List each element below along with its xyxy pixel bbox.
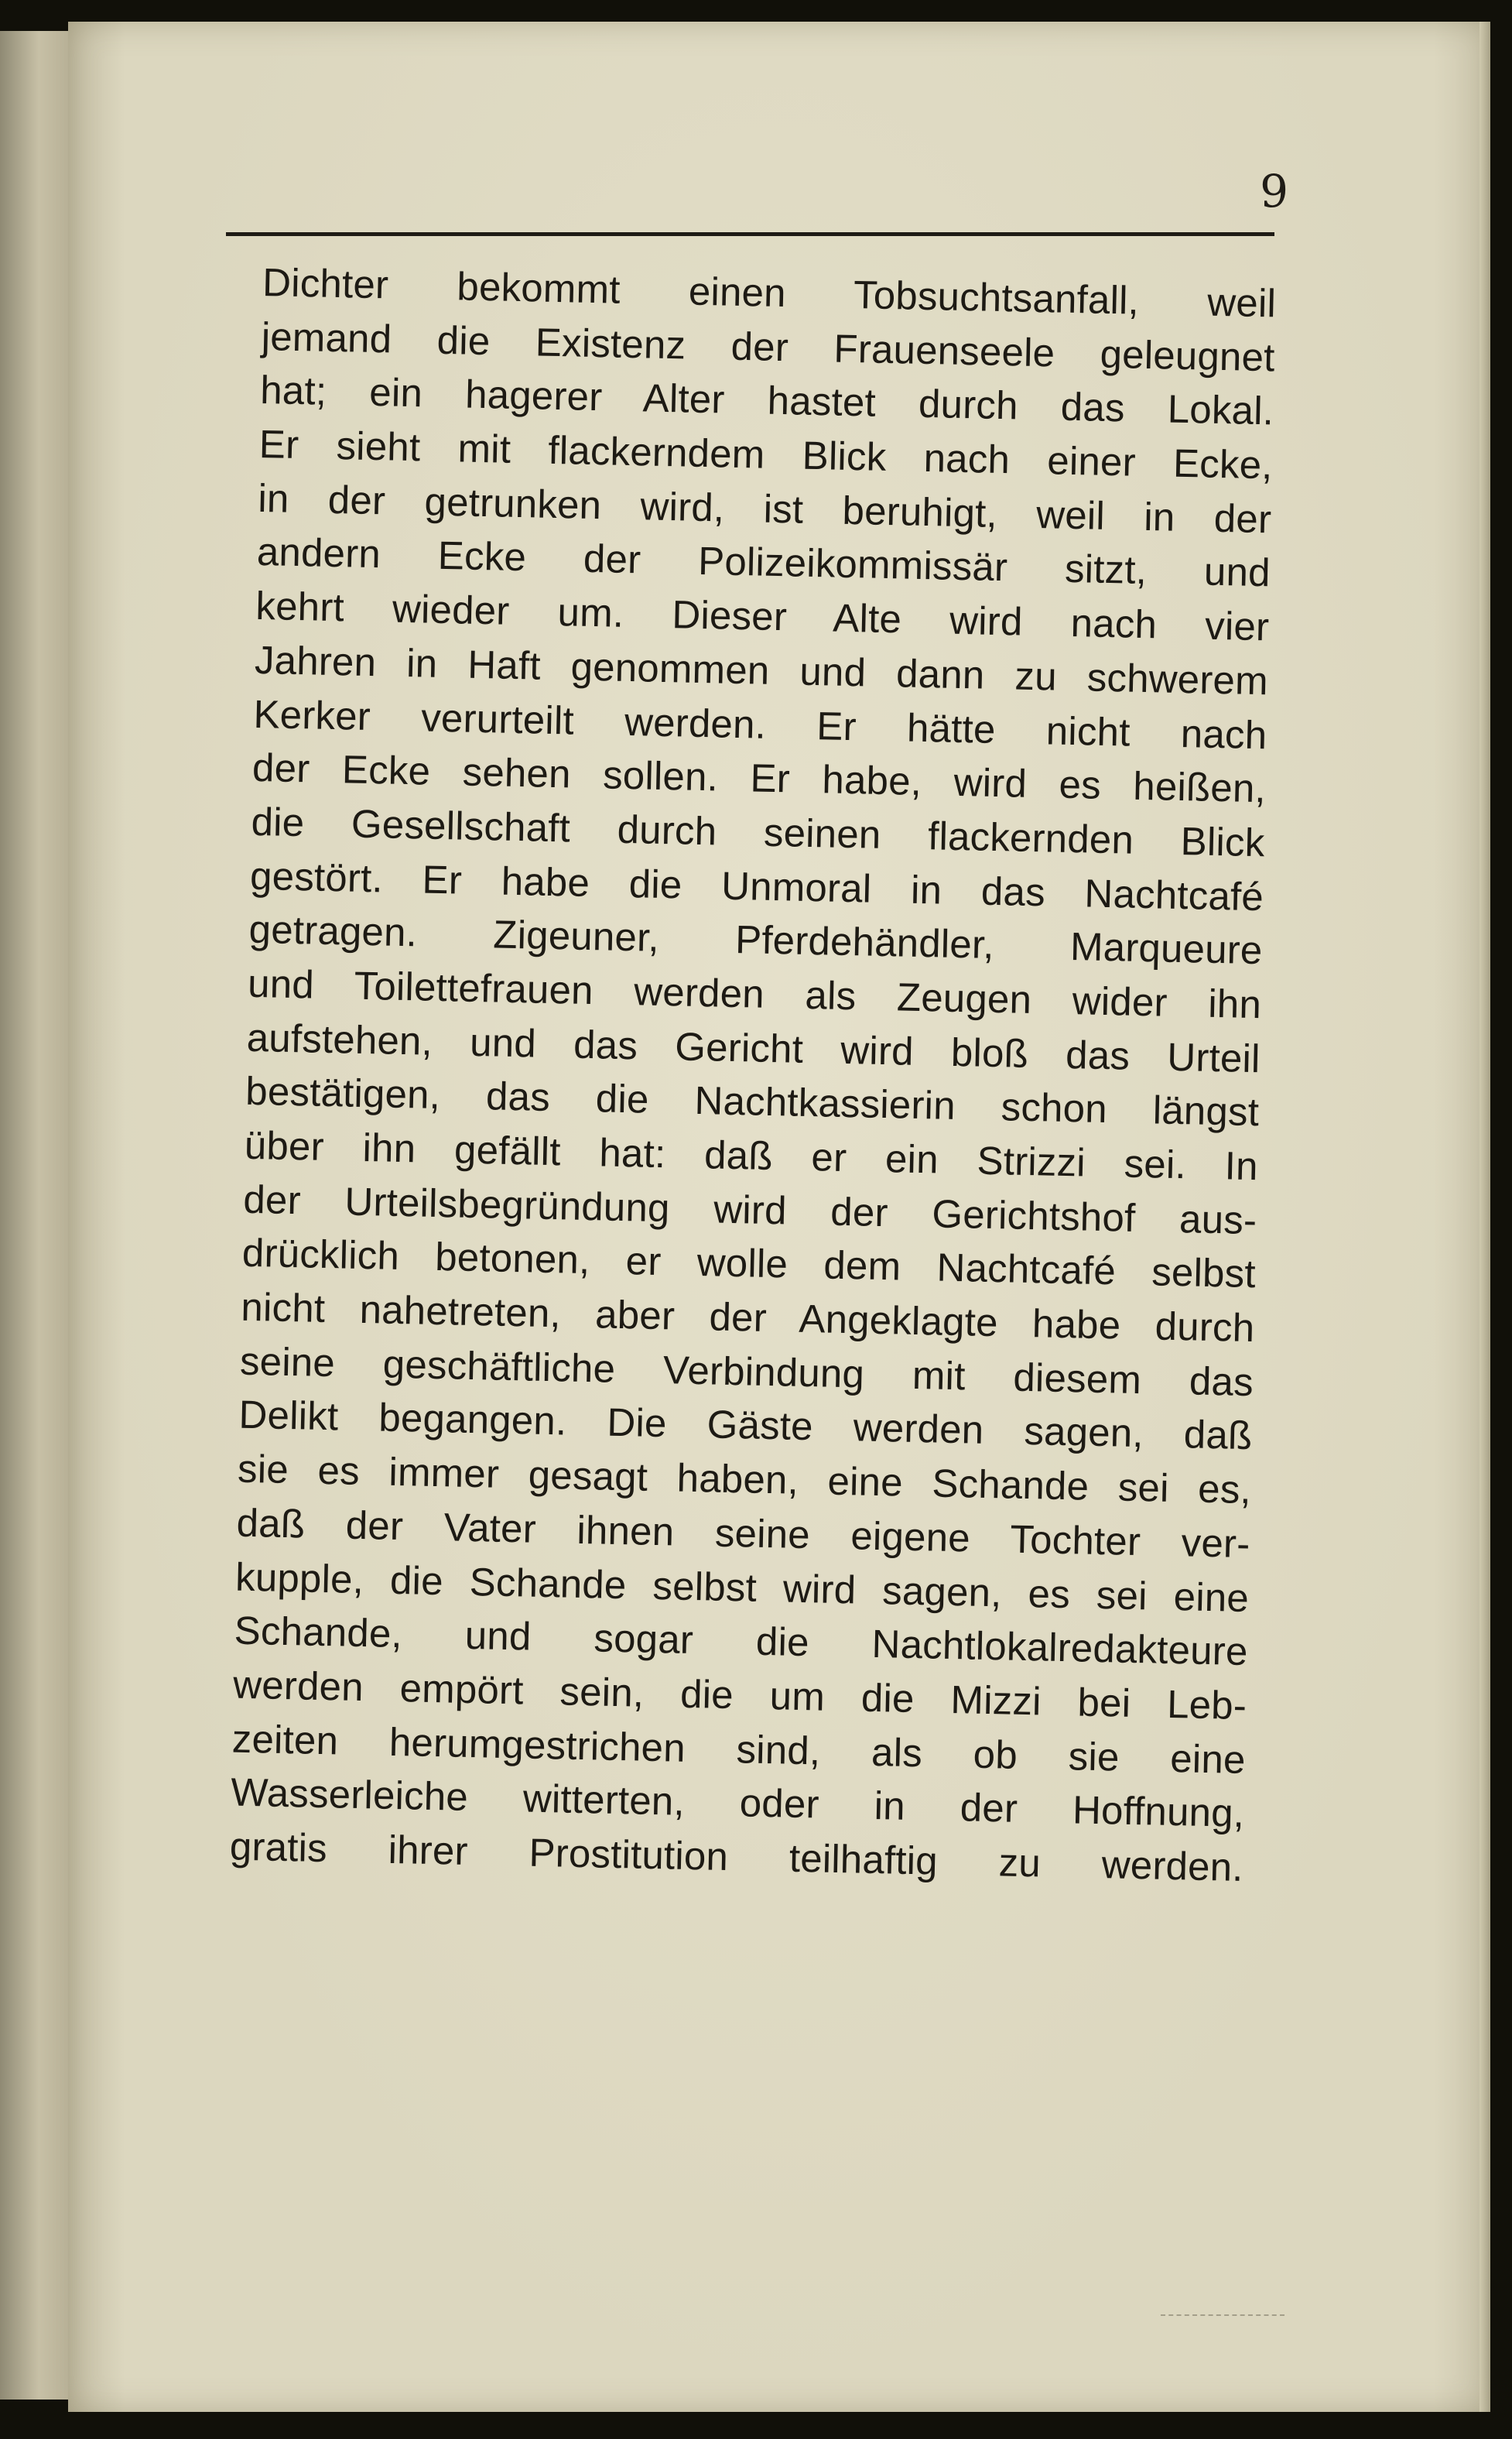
text-line: über ihn gefällt hat: daß er ein Strizzi sei. In xyxy=(244,1122,1259,1189)
text-line: in der getrunken wird, ist beruhigt, weil in der xyxy=(257,475,1272,542)
text-line: Schande, und sogar die Nachtlokalredakteure xyxy=(234,1608,1249,1674)
page-number: 9 xyxy=(1260,165,1288,218)
text-line: Delikt begangen. Die Gäste werden sagen, daß xyxy=(238,1392,1253,1458)
page-edge xyxy=(1480,22,1490,2412)
text-line: gratis ihrer Prostitution teilhaftig zu werden. xyxy=(229,1824,1244,1889)
text-line: sie es immer gesagt haben, eine Schande sei es, xyxy=(237,1446,1252,1512)
text-line: die Gesellschaft durch seinen flackernden Blick xyxy=(251,799,1265,865)
text-line: kupple, die Schande selbst wird sagen, es sei eine xyxy=(234,1554,1250,1620)
text-line: der Ecke sehen sollen. Er habe, wird es heißen, xyxy=(251,745,1267,811)
text-line: gestört. Er habe die Unmoral in das Nachtcafé xyxy=(249,853,1264,919)
body-text xyxy=(229,255,1276,1895)
text-line: werden empört sein, die um die Mizzi bei Leb- xyxy=(232,1662,1247,1728)
text-line: hat; ein hagerer Alter hastet durch das Lokal. xyxy=(259,368,1274,433)
text-line: jemand die Existenz der Frauenseele geleugnet xyxy=(261,313,1276,380)
previous-page-edge xyxy=(0,31,77,2400)
text-line: Wasserleiche witterten, oder in der Hoffnung, xyxy=(230,1769,1245,1836)
text-line: zeiten herumgestrichen sind, als ob sie eine xyxy=(231,1716,1247,1782)
text-line: getragen. Zigeuner, Pferdehändler, Marqueure xyxy=(248,907,1264,973)
text-line: aufstehen, und das Gericht wird bloß das Urteil xyxy=(246,1015,1261,1081)
paper-mark xyxy=(1161,2314,1285,2317)
text-line: nicht nahetreten, aber der Angeklagte habe durch xyxy=(240,1284,1255,1351)
text-line: daß der Vater ihnen seine eigene Tochter ver- xyxy=(236,1500,1251,1566)
text-line: bestätigen, das die Nachtkassierin schon längst xyxy=(245,1069,1260,1135)
text-line: andern Ecke der Polizeikommissär sitzt, und xyxy=(256,529,1271,595)
text-line: Kerker verurteilt werden. Er hätte nicht nach xyxy=(253,691,1267,757)
header-rule xyxy=(226,232,1274,236)
text-line: drücklich betonen, er wolle dem Nachtcafé selbst xyxy=(241,1231,1257,1297)
text-line: kehrt wieder um. Dieser Alte wird nach vier xyxy=(255,584,1270,649)
text-line: Er sieht mit flackerndem Blick nach einer Ecke, xyxy=(258,422,1274,488)
text-line: und Toilettefrauen werden als Zeugen wider ihn xyxy=(247,961,1262,1027)
text-line: der Urteilsbegründung wird der Gerichtshof aus- xyxy=(242,1177,1257,1242)
text-line: seine geschäftliche Verbindung mit diesem das xyxy=(239,1338,1254,1404)
text-line: Jahren in Haft genommen und dann zu schwerem xyxy=(254,637,1269,704)
text-line: Dichter bekommt einen Tobsuchtsanfall, weil xyxy=(262,259,1277,326)
